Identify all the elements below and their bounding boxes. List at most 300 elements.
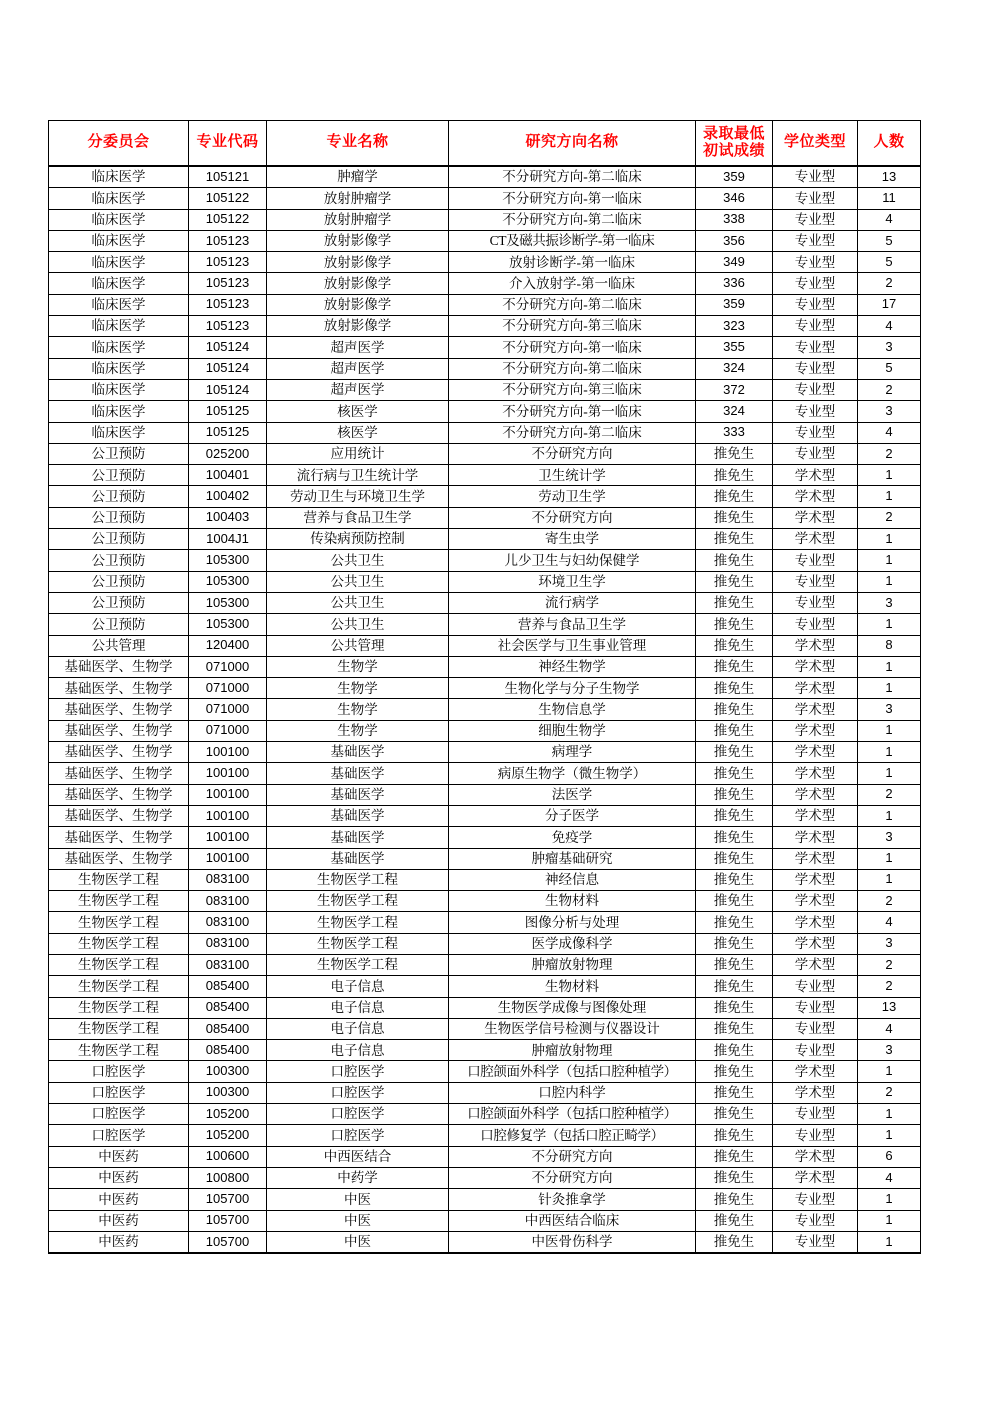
cell-committee: 基础医学、生物学 <box>49 805 189 826</box>
cell-major: 流行病与卫生统计学 <box>267 465 449 486</box>
cell-degree: 专业型 <box>773 379 858 400</box>
spreadsheet-area <box>48 120 920 1254</box>
cell-score: 推免生 <box>696 1104 773 1125</box>
table-row <box>49 507 921 528</box>
cell-score: 推免生 <box>696 805 773 826</box>
cell-major: 中西医结合 <box>267 1146 449 1167</box>
cell-score: 355 <box>696 337 773 358</box>
cell-direction: 不分研究方向 <box>449 1167 696 1188</box>
cell-committee: 公卫预防 <box>49 529 189 550</box>
cell-direction: 肿瘤放射物理 <box>449 1040 696 1061</box>
cell-committee: 口腔医学 <box>49 1061 189 1082</box>
table-row <box>49 912 921 933</box>
cell-direction: 医学成像科学 <box>449 933 696 954</box>
cell-score: 336 <box>696 273 773 294</box>
cell-committee: 公卫预防 <box>49 614 189 635</box>
cell-score: 推免生 <box>696 678 773 699</box>
cell-degree: 学术型 <box>773 678 858 699</box>
cell-count: 1 <box>858 1125 921 1146</box>
cell-count: 17 <box>858 294 921 315</box>
cell-committee: 临床医学 <box>49 209 189 230</box>
table-row <box>49 422 921 443</box>
cell-code: 105123 <box>189 230 267 251</box>
cell-code: 085400 <box>189 976 267 997</box>
table-row <box>49 571 921 592</box>
cell-degree: 专业型 <box>773 252 858 273</box>
cell-direction: 生物材料 <box>449 976 696 997</box>
cell-committee: 基础医学、生物学 <box>49 699 189 720</box>
cell-count: 2 <box>858 1082 921 1103</box>
cell-degree: 学术型 <box>773 486 858 507</box>
cell-score: 推免生 <box>696 869 773 890</box>
column-header-score <box>696 121 773 167</box>
cell-major: 生物学 <box>267 656 449 677</box>
cell-code: 105124 <box>189 337 267 358</box>
cell-major: 生物学 <box>267 678 449 699</box>
cell-committee: 公卫预防 <box>49 465 189 486</box>
cell-major: 口腔医学 <box>267 1104 449 1125</box>
cell-score: 推免生 <box>696 1040 773 1061</box>
cell-major: 中医 <box>267 1210 449 1231</box>
cell-major: 放射影像学 <box>267 316 449 337</box>
cell-code: 100600 <box>189 1146 267 1167</box>
cell-count: 3 <box>858 592 921 613</box>
cell-code: 100401 <box>189 465 267 486</box>
cell-code: 100100 <box>189 827 267 848</box>
cell-major: 中医 <box>267 1189 449 1210</box>
cell-degree: 专业型 <box>773 230 858 251</box>
cell-code: 085400 <box>189 1040 267 1061</box>
cell-score: 333 <box>696 422 773 443</box>
cell-count: 8 <box>858 635 921 656</box>
cell-direction: 针灸推拿学 <box>449 1189 696 1210</box>
cell-committee: 生物医学工程 <box>49 933 189 954</box>
cell-degree: 学术型 <box>773 933 858 954</box>
cell-degree: 专业型 <box>773 1125 858 1146</box>
cell-code: 105125 <box>189 422 267 443</box>
cell-score: 推免生 <box>696 592 773 613</box>
table-row <box>49 1018 921 1039</box>
cell-count: 1 <box>858 1210 921 1231</box>
cell-committee: 基础医学、生物学 <box>49 720 189 741</box>
cell-count: 6 <box>858 1146 921 1167</box>
table-row <box>49 1146 921 1167</box>
cell-direction: 生物材料 <box>449 891 696 912</box>
table-row <box>49 742 921 763</box>
table-row <box>49 166 921 188</box>
cell-committee: 口腔医学 <box>49 1125 189 1146</box>
cell-direction: 不分研究方向-第二临床 <box>449 358 696 379</box>
cell-committee: 公卫预防 <box>49 592 189 613</box>
cell-major: 放射影像学 <box>267 294 449 315</box>
cell-major: 电子信息 <box>267 1040 449 1061</box>
cell-score: 推免生 <box>696 1082 773 1103</box>
cell-major: 基础医学 <box>267 742 449 763</box>
cell-degree: 学术型 <box>773 720 858 741</box>
cell-degree: 学术型 <box>773 912 858 933</box>
cell-count: 13 <box>858 997 921 1018</box>
cell-score: 推免生 <box>696 742 773 763</box>
cell-degree: 专业型 <box>773 592 858 613</box>
cell-committee: 生物医学工程 <box>49 869 189 890</box>
cell-degree: 学术型 <box>773 805 858 826</box>
cell-degree: 专业型 <box>773 1104 858 1125</box>
cell-code: 105124 <box>189 358 267 379</box>
cell-major: 生物医学工程 <box>267 933 449 954</box>
table-row <box>49 379 921 400</box>
cell-direction: 环境卫生学 <box>449 571 696 592</box>
cell-major: 电子信息 <box>267 1018 449 1039</box>
table-row <box>49 656 921 677</box>
cell-count: 2 <box>858 891 921 912</box>
cell-code: 071000 <box>189 678 267 699</box>
cell-count: 1 <box>858 529 921 550</box>
cell-direction: 口腔内科学 <box>449 1082 696 1103</box>
cell-direction: 生物化学与分子生物学 <box>449 678 696 699</box>
cell-major: 生物学 <box>267 720 449 741</box>
cell-direction: 图像分析与处理 <box>449 912 696 933</box>
cell-degree: 专业型 <box>773 1210 858 1231</box>
cell-score: 推免生 <box>696 1125 773 1146</box>
cell-direction: 不分研究方向 <box>449 1146 696 1167</box>
table-header <box>49 121 921 167</box>
cell-direction: CT及磁共振诊断学-第一临床 <box>449 230 696 251</box>
cell-score: 推免生 <box>696 976 773 997</box>
cell-major: 电子信息 <box>267 997 449 1018</box>
cell-score: 推免生 <box>696 486 773 507</box>
cell-code: 083100 <box>189 869 267 890</box>
cell-count: 4 <box>858 1018 921 1039</box>
cell-direction: 介入放射学-第一临床 <box>449 273 696 294</box>
cell-major: 生物医学工程 <box>267 869 449 890</box>
table-body <box>49 166 921 1253</box>
cell-direction: 不分研究方向-第三临床 <box>449 379 696 400</box>
cell-direction: 肿瘤基础研究 <box>449 848 696 869</box>
table-row <box>49 550 921 571</box>
cell-count: 1 <box>858 1231 921 1253</box>
table-row <box>49 848 921 869</box>
cell-count: 2 <box>858 379 921 400</box>
cell-committee: 基础医学、生物学 <box>49 827 189 848</box>
cell-code: 105300 <box>189 550 267 571</box>
cell-score: 推免生 <box>696 635 773 656</box>
column-header-score-line1: 录取最低 <box>702 126 765 143</box>
cell-major: 公共管理 <box>267 635 449 656</box>
cell-direction: 中西医结合临床 <box>449 1210 696 1231</box>
cell-committee: 公卫预防 <box>49 507 189 528</box>
cell-score: 推免生 <box>696 1167 773 1188</box>
cell-major: 口腔医学 <box>267 1082 449 1103</box>
cell-degree: 专业型 <box>773 316 858 337</box>
cell-direction: 不分研究方向-第二临床 <box>449 294 696 315</box>
cell-committee: 基础医学、生物学 <box>49 742 189 763</box>
cell-count: 1 <box>858 614 921 635</box>
cell-count: 1 <box>858 720 921 741</box>
column-header-count: 人数 <box>858 121 921 167</box>
table-row <box>49 805 921 826</box>
cell-degree: 学术型 <box>773 1082 858 1103</box>
cell-code: 100403 <box>189 507 267 528</box>
cell-committee: 生物医学工程 <box>49 954 189 975</box>
cell-degree: 学术型 <box>773 635 858 656</box>
cell-committee: 生物医学工程 <box>49 976 189 997</box>
table-row <box>49 1210 921 1231</box>
table-row <box>49 763 921 784</box>
column-header-code: 专业代码 <box>189 121 267 167</box>
cell-count: 1 <box>858 465 921 486</box>
cell-direction: 放射诊断学-第一临床 <box>449 252 696 273</box>
cell-major: 公共卫生 <box>267 592 449 613</box>
cell-count: 1 <box>858 1189 921 1210</box>
cell-count: 2 <box>858 273 921 294</box>
cell-code: 105700 <box>189 1210 267 1231</box>
cell-degree: 学术型 <box>773 699 858 720</box>
column-header-major: 专业名称 <box>267 121 449 167</box>
cell-score: 推免生 <box>696 1231 773 1253</box>
cell-committee: 生物医学工程 <box>49 891 189 912</box>
cell-code: 105300 <box>189 592 267 613</box>
cell-code: 071000 <box>189 720 267 741</box>
cell-committee: 基础医学、生物学 <box>49 678 189 699</box>
table-row <box>49 209 921 230</box>
cell-major: 生物医学工程 <box>267 912 449 933</box>
table-row <box>49 465 921 486</box>
cell-direction: 不分研究方向-第一临床 <box>449 188 696 209</box>
cell-code: 105700 <box>189 1189 267 1210</box>
cell-major: 核医学 <box>267 422 449 443</box>
cell-score: 推免生 <box>696 891 773 912</box>
cell-score: 推免生 <box>696 720 773 741</box>
cell-degree: 专业型 <box>773 401 858 422</box>
cell-code: 105700 <box>189 1231 267 1253</box>
cell-degree: 专业型 <box>773 422 858 443</box>
table-row <box>49 614 921 635</box>
cell-committee: 临床医学 <box>49 401 189 422</box>
cell-committee: 口腔医学 <box>49 1104 189 1125</box>
cell-direction: 肿瘤放射物理 <box>449 954 696 975</box>
cell-code: 071000 <box>189 699 267 720</box>
cell-count: 4 <box>858 912 921 933</box>
cell-degree: 学术型 <box>773 763 858 784</box>
header-row <box>49 121 921 167</box>
cell-major: 生物学 <box>267 699 449 720</box>
cell-major: 超声医学 <box>267 379 449 400</box>
cell-direction: 生物医学信号检测与仪器设计 <box>449 1018 696 1039</box>
table-row <box>49 997 921 1018</box>
cell-major: 口腔医学 <box>267 1125 449 1146</box>
cell-degree: 学术型 <box>773 742 858 763</box>
cell-count: 1 <box>858 486 921 507</box>
cell-major: 电子信息 <box>267 976 449 997</box>
cell-degree: 专业型 <box>773 294 858 315</box>
cell-score: 推免生 <box>696 699 773 720</box>
cell-score: 推免生 <box>696 954 773 975</box>
cell-count: 4 <box>858 422 921 443</box>
table-row <box>49 1231 921 1253</box>
cell-direction: 营养与食品卫生学 <box>449 614 696 635</box>
cell-committee: 公卫预防 <box>49 550 189 571</box>
cell-major: 应用统计 <box>267 443 449 464</box>
cell-major: 基础医学 <box>267 848 449 869</box>
cell-major: 中药学 <box>267 1167 449 1188</box>
cell-score: 推免生 <box>696 550 773 571</box>
cell-score: 推免生 <box>696 1189 773 1210</box>
cell-score: 推免生 <box>696 827 773 848</box>
cell-direction: 儿少卫生与妇幼保健学 <box>449 550 696 571</box>
cell-count: 1 <box>858 550 921 571</box>
cell-major: 放射肿瘤学 <box>267 188 449 209</box>
cell-code: 083100 <box>189 912 267 933</box>
cell-committee: 公卫预防 <box>49 571 189 592</box>
cell-direction: 不分研究方向-第一临床 <box>449 401 696 422</box>
cell-direction: 口腔修复学（包括口腔正畸学） <box>449 1125 696 1146</box>
cell-code: 025200 <box>189 443 267 464</box>
cell-code: 105123 <box>189 294 267 315</box>
cell-major: 口腔医学 <box>267 1061 449 1082</box>
cell-committee: 临床医学 <box>49 188 189 209</box>
cell-committee: 生物医学工程 <box>49 1018 189 1039</box>
cell-count: 4 <box>858 209 921 230</box>
cell-code: 100100 <box>189 805 267 826</box>
cell-degree: 专业型 <box>773 571 858 592</box>
cell-count: 5 <box>858 230 921 251</box>
cell-major: 放射影像学 <box>267 252 449 273</box>
cell-major: 放射影像学 <box>267 273 449 294</box>
table-row <box>49 720 921 741</box>
cell-count: 11 <box>858 188 921 209</box>
cell-major: 肿瘤学 <box>267 166 449 188</box>
cell-direction: 神经信息 <box>449 869 696 890</box>
cell-count: 2 <box>858 784 921 805</box>
cell-major: 公共卫生 <box>267 550 449 571</box>
cell-committee: 基础医学、生物学 <box>49 763 189 784</box>
cell-committee: 生物医学工程 <box>49 912 189 933</box>
cell-committee: 公共管理 <box>49 635 189 656</box>
cell-count: 2 <box>858 954 921 975</box>
cell-score: 推免生 <box>696 529 773 550</box>
cell-degree: 学术型 <box>773 784 858 805</box>
cell-count: 3 <box>858 699 921 720</box>
cell-count: 2 <box>858 507 921 528</box>
cell-major: 放射影像学 <box>267 230 449 251</box>
table-row <box>49 1040 921 1061</box>
cell-direction: 不分研究方向 <box>449 507 696 528</box>
table-row <box>49 443 921 464</box>
table-row <box>49 699 921 720</box>
cell-score: 323 <box>696 316 773 337</box>
cell-score: 推免生 <box>696 1210 773 1231</box>
cell-degree: 学术型 <box>773 1146 858 1167</box>
cell-count: 1 <box>858 848 921 869</box>
cell-score: 推免生 <box>696 443 773 464</box>
table-row <box>49 678 921 699</box>
table-row <box>49 273 921 294</box>
cell-committee: 临床医学 <box>49 273 189 294</box>
cell-direction: 神经生物学 <box>449 656 696 677</box>
table-row <box>49 294 921 315</box>
cell-direction: 不分研究方向-第三临床 <box>449 316 696 337</box>
cell-score: 推免生 <box>696 1018 773 1039</box>
table-row <box>49 337 921 358</box>
cell-code: 105123 <box>189 316 267 337</box>
cell-score: 359 <box>696 166 773 188</box>
cell-committee: 中医药 <box>49 1167 189 1188</box>
cell-count: 4 <box>858 1167 921 1188</box>
cell-count: 1 <box>858 656 921 677</box>
cell-count: 2 <box>858 443 921 464</box>
cell-code: 100100 <box>189 784 267 805</box>
cell-code: 083100 <box>189 891 267 912</box>
table-row <box>49 252 921 273</box>
cell-direction: 免疫学 <box>449 827 696 848</box>
cell-count: 1 <box>858 763 921 784</box>
cell-code: 100300 <box>189 1061 267 1082</box>
cell-count: 3 <box>858 337 921 358</box>
cell-degree: 专业型 <box>773 976 858 997</box>
cell-degree: 专业型 <box>773 443 858 464</box>
cell-direction: 生物医学成像与图像处理 <box>449 997 696 1018</box>
table-row <box>49 592 921 613</box>
cell-code: 100100 <box>189 848 267 869</box>
column-header-degree: 学位类型 <box>773 121 858 167</box>
cell-count: 1 <box>858 678 921 699</box>
cell-committee: 公卫预防 <box>49 486 189 507</box>
cell-degree: 专业型 <box>773 614 858 635</box>
cell-score: 推免生 <box>696 614 773 635</box>
cell-committee: 生物医学工程 <box>49 997 189 1018</box>
cell-committee: 口腔医学 <box>49 1082 189 1103</box>
table-row <box>49 933 921 954</box>
cell-committee: 临床医学 <box>49 379 189 400</box>
table-row <box>49 1082 921 1103</box>
cell-count: 1 <box>858 1061 921 1082</box>
cell-code: 105124 <box>189 379 267 400</box>
cell-committee: 基础医学、生物学 <box>49 784 189 805</box>
cell-count: 1 <box>858 571 921 592</box>
cell-direction: 生物信息学 <box>449 699 696 720</box>
cell-code: 105123 <box>189 273 267 294</box>
cell-direction: 分子医学 <box>449 805 696 826</box>
cell-committee: 基础医学、生物学 <box>49 656 189 677</box>
table-row <box>49 230 921 251</box>
cell-code: 071000 <box>189 656 267 677</box>
cell-degree: 专业型 <box>773 273 858 294</box>
cell-count: 4 <box>858 316 921 337</box>
table-row <box>49 358 921 379</box>
column-header-direction: 研究方向名称 <box>449 121 696 167</box>
cell-committee: 中医药 <box>49 1231 189 1253</box>
cell-score: 346 <box>696 188 773 209</box>
cell-degree: 专业型 <box>773 1040 858 1061</box>
cell-major: 放射肿瘤学 <box>267 209 449 230</box>
cell-score: 推免生 <box>696 912 773 933</box>
cell-code: 1004J1 <box>189 529 267 550</box>
cell-degree: 专业型 <box>773 209 858 230</box>
cell-direction: 不分研究方向-第二临床 <box>449 209 696 230</box>
cell-score: 359 <box>696 294 773 315</box>
cell-direction: 劳动卫生学 <box>449 486 696 507</box>
table-row <box>49 1061 921 1082</box>
cell-major: 中医 <box>267 1231 449 1253</box>
cell-code: 085400 <box>189 997 267 1018</box>
cell-committee: 临床医学 <box>49 337 189 358</box>
cell-degree: 专业型 <box>773 337 858 358</box>
cell-direction: 法医学 <box>449 784 696 805</box>
cell-direction: 流行病学 <box>449 592 696 613</box>
cell-degree: 专业型 <box>773 1231 858 1253</box>
table-row <box>49 954 921 975</box>
cell-count: 2 <box>858 976 921 997</box>
